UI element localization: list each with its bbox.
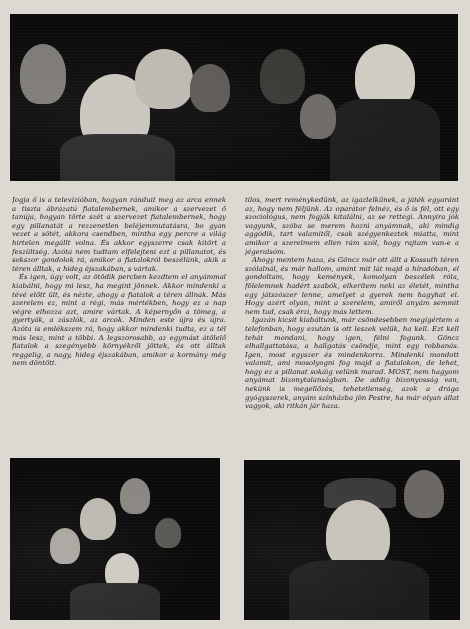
paragraph: És igen, úgy volt, az ötödik percben kezdtem el anyámmal kiabálni, hogy mi lesz, ha megint jönnek. Akkor mindenki a tévé előtt ült, és nézte, ahogy a fiatalok a téren állnak. Más szerelem ez, mint a régi, más mértékben, hogy ez a nap végre elhozza azt, amire vártak. A képernyőn a tömeg, a gyertyák, a zászlók, az arcok. Minden este újra és újra. Azóta is emlékszem rá, hogy akkor mindenki tudta, ez a tél más lesz, mint a többi. A legszorosabb, az egymást átölelő fiatalok a szegényebb környékről jöttek, és ott álltak reggelig, a nagy, hideg éjszakában, amikor a kormány még nem döntött. [12,273,226,368]
text-column-right [245,196,459,450]
text-column-left [12,196,226,450]
top-crowd-photo [10,14,458,181]
bottom-left-photo [10,458,220,620]
paragraph: Ahogy mentem haza, és Göncz már ott állt a Kossuth téren szólalnál, és már hallom, amint mit lát majd a híradóban, el gondoltam, hogy kemények, komolyan beszélek róla, fölelemnek hadért szabók, elkerítem neki az életét, mintha egy játszószer lenne, amelyet a gyerek nem hagyhat el. Hogy azért olyan, mint a szerelem, amiről anyám semmit nem tud, csak érzi, hogy más lettem. [245,256,459,316]
paragraph: Igazán kicsit kiabáltunk, már csöndesebben megígértem a telefonban, hogy ezután is ott leszek velük, ha kell. Ezt kell tehát mondani, hogy igen, félni fogunk. Göncz elhallgattatása, a hallgatás csöndje, mint egy robbanás. Igen, most egyszer és mindenkorra. Mindenki mondott valamit, ami mosolyogni fog majd a fiatalokon, de lehet, hogy ez a pillanat sokáig velünk marad. MOST, nem hagyom anyámat bizonytalanságban. De addig bizonyosság van, nekünk is megellőzés, tehetetlenség, azok a drága gyógyszerek, anyám színházba jön Pestre, ha már olyan állat vagyok, aki ritkán jár haza. [245,316,459,411]
paragraph: tilos, mert reménykedünk, az igazlelkűnek, a játék egyaránt az, hogy nem féljünk. Az oparátor felnéz, és ő is fél, ott egy szociológus, nem fogják kitalálni, az se rettegi. Annyira jók vagyunk, szóba se merem hozni anyámnak, aki mindig aggódik, tart valamitől, csak szégyenkeztek miatta, mint amikor a szerelmem ellen rám szól, hogy rajtam van-e a jégeralsóm. [245,196,459,256]
bottom-right-photo [244,460,460,620]
paragraph: Jogja ő is a televízióban, hogyan ránduit meg az arca ennek a tiszta ábrázatú fiatalembernek, amikor a szervezet ő tanúja, hogyan törte szét a szervezet fiatalembernek, hogy egy pillanatát a rezzenetlen beléjemmutatásra, bo gyan vezet a sötét, akkora csendben, mintha egy percre a világ hirtelen megállt volna. És akkor egyszerre csak kitört a feszültség. Azóta nem tudtam elfelejteni ezt a pillanatot, és sokszor gondolok rá, amikor a fiatalokról beszélünk, akik a téren álltak, a hideg éjszakában, s vártak. [12,196,226,273]
